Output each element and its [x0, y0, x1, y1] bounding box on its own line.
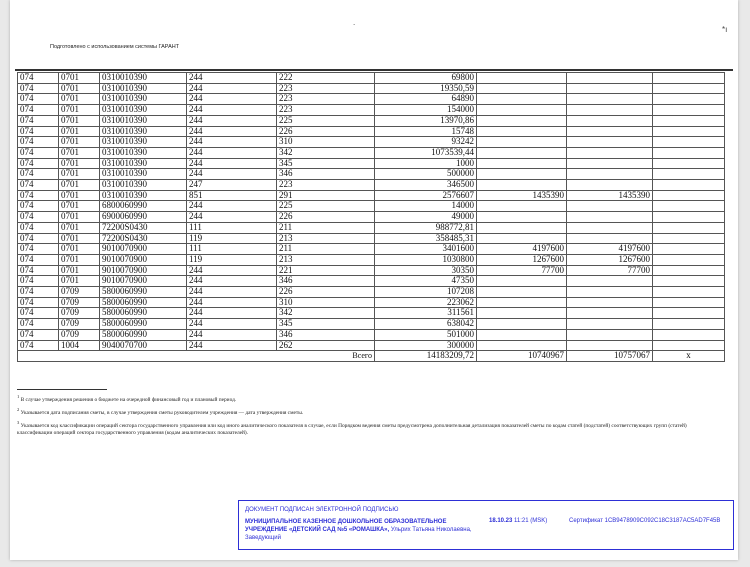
table-cell: 244: [187, 137, 277, 148]
table-cell: 0709: [59, 287, 100, 298]
table-cell: [477, 308, 567, 319]
table-cell: 0310010390: [100, 190, 187, 201]
table-row: [18, 115, 725, 126]
table-cell: [477, 340, 567, 351]
table-row: [18, 233, 725, 244]
table-cell: 0701: [59, 244, 100, 255]
table-cell: [653, 126, 725, 137]
table-cell: 0701: [59, 115, 100, 126]
table-cell: [567, 94, 653, 105]
table-row: [18, 329, 725, 340]
table-cell: 9010070900: [100, 265, 187, 276]
table-cell: 342: [277, 308, 375, 319]
table-cell: [567, 105, 653, 116]
table-cell: 074: [18, 244, 59, 255]
table-cell: 0709: [59, 297, 100, 308]
table-cell: 72200S0430: [100, 222, 187, 233]
table-cell: [567, 201, 653, 212]
table-cell: 119: [187, 254, 277, 265]
table-cell: 358485,31: [375, 233, 477, 244]
table-cell: 501000: [375, 329, 477, 340]
table-cell: 5800060990: [100, 297, 187, 308]
table-cell: 9040070700: [100, 340, 187, 351]
table-cell: 0310010390: [100, 169, 187, 180]
table-cell: [653, 265, 725, 276]
table-cell: 30350: [375, 265, 477, 276]
table-cell: [653, 169, 725, 180]
table-row: [18, 276, 725, 287]
footnote: $^2$ Указывается дата подписания сметы, в случае утверждения сметы руководителем учреждения — дата утверждения сметы.: [17, 406, 304, 416]
table-row: [18, 265, 725, 276]
table-cell: [567, 297, 653, 308]
table-cell: [477, 212, 567, 223]
table-cell: [653, 244, 725, 255]
table-cell: 074: [18, 265, 59, 276]
table-cell: 0310010390: [100, 115, 187, 126]
table-cell: 0701: [59, 169, 100, 180]
table-cell: 226: [277, 287, 375, 298]
table-cell: 074: [18, 254, 59, 265]
total-cell: 10740967: [477, 351, 567, 362]
table-cell: 77700: [477, 265, 567, 276]
table-cell: 225: [277, 115, 375, 126]
table-cell: 15748: [375, 126, 477, 137]
table-cell: [477, 105, 567, 116]
table-cell: 851: [187, 190, 277, 201]
footnote: $^1$ В случае утверждения решения о бюджете на очередной финансовый год и плановый период.: [17, 394, 237, 403]
table-row: [18, 222, 725, 233]
table-cell: 074: [18, 287, 59, 298]
table-cell: 0310010390: [100, 158, 187, 169]
table-cell: 222: [277, 73, 375, 84]
table-cell: 244: [187, 287, 277, 298]
table-cell: 310: [277, 137, 375, 148]
table-cell: 0310010390: [100, 105, 187, 116]
table-cell: 291: [277, 190, 375, 201]
table-cell: [653, 158, 725, 169]
table-cell: 9010070900: [100, 244, 187, 255]
table-cell: 107208: [375, 287, 477, 298]
table-cell: 244: [187, 94, 277, 105]
table-cell: 0701: [59, 212, 100, 223]
table-cell: [653, 147, 725, 158]
table-cell: [653, 83, 725, 94]
table-cell: 0310010390: [100, 83, 187, 94]
table-cell: 074: [18, 83, 59, 94]
table-cell: 119: [187, 233, 277, 244]
table-cell: [567, 126, 653, 137]
table-cell: 0701: [59, 276, 100, 287]
table-cell: 1267600: [567, 254, 653, 265]
table-cell: 074: [18, 169, 59, 180]
table-cell: 111: [187, 244, 277, 255]
table-cell: 211: [277, 222, 375, 233]
table-row: [18, 244, 725, 255]
table-cell: 074: [18, 126, 59, 137]
table-cell: 1004: [59, 340, 100, 351]
table-cell: 988772,81: [375, 222, 477, 233]
table-cell: [477, 115, 567, 126]
table-cell: 154000: [375, 105, 477, 116]
table-cell: [653, 297, 725, 308]
table-cell: 0701: [59, 265, 100, 276]
table-row: [18, 340, 725, 351]
table-row: [18, 319, 725, 330]
table-cell: [477, 287, 567, 298]
table-cell: [477, 222, 567, 233]
table-cell: 345: [277, 319, 375, 330]
table-cell: 1435390: [567, 190, 653, 201]
table-cell: 0701: [59, 126, 100, 137]
table-cell: 111: [187, 222, 277, 233]
table-cell: [477, 233, 567, 244]
table-cell: 074: [18, 201, 59, 212]
table-cell: 0310010390: [100, 94, 187, 105]
table-cell: 500000: [375, 169, 477, 180]
total-cell: х: [653, 351, 725, 362]
table-row: [18, 73, 725, 84]
table-cell: 5800060990: [100, 308, 187, 319]
table-cell: 345: [277, 158, 375, 169]
table-cell: [653, 180, 725, 191]
table-cell: 074: [18, 94, 59, 105]
table-cell: 074: [18, 308, 59, 319]
table-cell: 244: [187, 212, 277, 223]
signature-certificate: Сертификат 1CB9478909C092C18C3187AC5AD7F45B: [569, 518, 721, 524]
table-cell: [567, 340, 653, 351]
table-cell: 074: [18, 340, 59, 351]
table-cell: [477, 276, 567, 287]
table-cell: 074: [18, 297, 59, 308]
table-cell: 213: [277, 233, 375, 244]
table-cell: [567, 319, 653, 330]
table-cell: [653, 233, 725, 244]
table-cell: 244: [187, 169, 277, 180]
table-cell: 5800060990: [100, 319, 187, 330]
table-cell: 346: [277, 276, 375, 287]
table-cell: 074: [18, 137, 59, 148]
table-cell: 310: [277, 297, 375, 308]
table-cell: 226: [277, 126, 375, 137]
table-row: [18, 180, 725, 191]
table-cell: 0701: [59, 73, 100, 84]
table-cell: 13970,86: [375, 115, 477, 126]
table-cell: 1030800: [375, 254, 477, 265]
table-cell: 346500: [375, 180, 477, 191]
table-cell: 1267600: [477, 254, 567, 265]
table-cell: 244: [187, 105, 277, 116]
budget-table: [17, 72, 725, 362]
table-row: [18, 308, 725, 319]
table-cell: [567, 329, 653, 340]
table-cell: 244: [187, 73, 277, 84]
signature-person: Ульрих Татьяна Николаевна, Заведующий: [245, 527, 472, 541]
table-cell: 223: [277, 105, 375, 116]
table-cell: [567, 222, 653, 233]
table-cell: 074: [18, 222, 59, 233]
table-cell: 244: [187, 319, 277, 330]
table-cell: [567, 158, 653, 169]
table-cell: 244: [187, 158, 277, 169]
table-cell: 074: [18, 190, 59, 201]
table-cell: [653, 73, 725, 84]
table-cell: [653, 115, 725, 126]
table-cell: 1435390: [477, 190, 567, 201]
signature-org: МУНИЦИПАЛЬНОЕ КАЗЕННОЕ ДОШКОЛЬНОЕ ОБРАЗОВАТЕЛЬНОЕ УЧРЕЖДЕНИЕ «ДЕТСКИЙ САД №5 «РОМАШКА», Ульрих Татьяна Николаевна, Заведующий: [245, 519, 472, 541]
table-cell: 213: [277, 254, 375, 265]
table-row: [18, 201, 725, 212]
table-cell: 1073539,44: [375, 147, 477, 158]
table-cell: 300000: [375, 340, 477, 351]
table-cell: 074: [18, 180, 59, 191]
table-cell: 074: [18, 73, 59, 84]
table-cell: 074: [18, 158, 59, 169]
scan-corner-mark: *ı: [722, 25, 728, 34]
total-cell: 14183209,72: [375, 351, 477, 362]
table-cell: 223062: [375, 297, 477, 308]
table-cell: [477, 137, 567, 148]
table-cell: [653, 287, 725, 298]
table-cell: [653, 329, 725, 340]
table-row: [18, 190, 725, 201]
table-cell: [567, 180, 653, 191]
table-cell: [653, 212, 725, 223]
table-cell: [653, 137, 725, 148]
table-cell: [477, 329, 567, 340]
header-note: Подготовлено с использованием системы ГАРАНТ: [50, 44, 180, 50]
table-cell: 0701: [59, 201, 100, 212]
table-cell: 4197600: [477, 244, 567, 255]
table-cell: 211: [277, 244, 375, 255]
table-cell: 0701: [59, 147, 100, 158]
table-cell: 69800: [375, 73, 477, 84]
table-cell: [567, 276, 653, 287]
table-row: [18, 158, 725, 169]
table-cell: [567, 115, 653, 126]
table-cell: 9010070900: [100, 254, 187, 265]
table-cell: 638042: [375, 319, 477, 330]
table-cell: 0701: [59, 94, 100, 105]
footnote-rule: [17, 389, 107, 390]
table-cell: 9010070900: [100, 276, 187, 287]
table-cell: 223: [277, 83, 375, 94]
table-cell: 0701: [59, 105, 100, 116]
table-cell: 72200S0430: [100, 233, 187, 244]
document-page: [10, 0, 738, 560]
table-cell: 244: [187, 276, 277, 287]
table-cell: 0310010390: [100, 137, 187, 148]
table-cell: 77700: [567, 265, 653, 276]
table-cell: [653, 254, 725, 265]
table-cell: [477, 319, 567, 330]
signature-heading: ДОКУМЕНТ ПОДПИСАН ЭЛЕКТРОННОЙ ПОДПИСЬЮ: [245, 507, 399, 513]
table-cell: 0701: [59, 254, 100, 265]
table-cell: 93242: [375, 137, 477, 148]
table-cell: 074: [18, 212, 59, 223]
table-cell: [653, 276, 725, 287]
table-cell: 6900060990: [100, 212, 187, 223]
table-top-rule: [15, 69, 733, 71]
table-row: [18, 94, 725, 105]
table-cell: 0709: [59, 319, 100, 330]
table-row: [18, 169, 725, 180]
table-cell: 14000: [375, 201, 477, 212]
table-cell: [567, 73, 653, 84]
table-cell: 64890: [375, 94, 477, 105]
table-cell: 5800060990: [100, 329, 187, 340]
table-cell: 1000: [375, 158, 477, 169]
total-label: Всего: [18, 351, 375, 362]
table-cell: 6800060990: [100, 201, 187, 212]
table-cell: 221: [277, 265, 375, 276]
table-cell: 244: [187, 297, 277, 308]
table-cell: [567, 83, 653, 94]
footnote: $^3$ Указывается код классификации операций сектора государственного управления или код иного аналитического показателя в случае, если Порядком ведения сметы предусмотрена дополнительная детализация показателей сметы по кодам статей (подстатей) соответствующих групп (статей) классификации операций сектора государственного управления (кодам аналитических показателей).: [17, 419, 687, 437]
table-cell: [653, 201, 725, 212]
table-cell: 49000: [375, 212, 477, 223]
table-cell: [567, 308, 653, 319]
table-cell: 244: [187, 308, 277, 319]
table-cell: [653, 190, 725, 201]
table-cell: 074: [18, 276, 59, 287]
table-cell: 074: [18, 233, 59, 244]
table-cell: 223: [277, 94, 375, 105]
table-cell: 0701: [59, 190, 100, 201]
table-cell: 0310010390: [100, 180, 187, 191]
table-cell: 247: [187, 180, 277, 191]
table-cell: 0701: [59, 83, 100, 94]
table-cell: 074: [18, 105, 59, 116]
table-cell: [477, 180, 567, 191]
table-cell: [477, 297, 567, 308]
table-cell: 225: [277, 201, 375, 212]
table-cell: 0709: [59, 329, 100, 340]
table-cell: 244: [187, 340, 277, 351]
table-cell: 0701: [59, 158, 100, 169]
table-cell: [653, 340, 725, 351]
table-cell: [477, 147, 567, 158]
table-row: [18, 83, 725, 94]
table-cell: [653, 308, 725, 319]
scan-dot: .: [353, 18, 356, 27]
table-cell: [653, 222, 725, 233]
table-cell: 244: [187, 126, 277, 137]
table-cell: 244: [187, 147, 277, 158]
table-cell: 244: [187, 265, 277, 276]
table-row: [18, 137, 725, 148]
table-row: [18, 287, 725, 298]
table-cell: [477, 158, 567, 169]
table-cell: 2576607: [375, 190, 477, 201]
table-cell: [477, 169, 567, 180]
table-cell: 3401600: [375, 244, 477, 255]
footnotes: [17, 393, 722, 439]
table-cell: [567, 233, 653, 244]
table-cell: 0709: [59, 308, 100, 319]
table-cell: 342: [277, 147, 375, 158]
table-cell: 311561: [375, 308, 477, 319]
table-cell: 0701: [59, 222, 100, 233]
signature-date: 18.10.23 11:21 (MSK): [489, 518, 548, 524]
table-cell: 226: [277, 212, 375, 223]
table-cell: [653, 94, 725, 105]
table-cell: 223: [277, 180, 375, 191]
table-cell: [567, 169, 653, 180]
table-cell: 0310010390: [100, 147, 187, 158]
table-cell: 244: [187, 115, 277, 126]
table-cell: 346: [277, 169, 375, 180]
table-cell: [567, 147, 653, 158]
table-cell: 0310010390: [100, 126, 187, 137]
table-cell: 0701: [59, 137, 100, 148]
table-cell: 0701: [59, 233, 100, 244]
table-cell: 0310010390: [100, 73, 187, 84]
table-cell: 47350: [375, 276, 477, 287]
table-row: [18, 147, 725, 158]
table-cell: 4197600: [567, 244, 653, 255]
electronic-signature-stamp: [238, 500, 734, 550]
table-cell: 074: [18, 319, 59, 330]
table-cell: [477, 83, 567, 94]
table-cell: 244: [187, 329, 277, 340]
table-row: [18, 212, 725, 223]
table-cell: 19350,59: [375, 83, 477, 94]
table-cell: [653, 105, 725, 116]
table-cell: 5800060990: [100, 287, 187, 298]
table-cell: [477, 73, 567, 84]
table-row: [18, 297, 725, 308]
table-row: [18, 105, 725, 116]
table-cell: [477, 126, 567, 137]
table-cell: 346: [277, 329, 375, 340]
table-cell: [653, 319, 725, 330]
table-cell: [477, 94, 567, 105]
table-row: [18, 254, 725, 265]
table-cell: 074: [18, 147, 59, 158]
table-cell: [567, 212, 653, 223]
table-row: [18, 126, 725, 137]
table-cell: 074: [18, 115, 59, 126]
table-cell: [477, 201, 567, 212]
total-cell: 10757067: [567, 351, 653, 362]
table-cell: 244: [187, 201, 277, 212]
table-cell: 262: [277, 340, 375, 351]
table-cell: 0701: [59, 180, 100, 191]
total-row: [18, 351, 725, 362]
table-cell: [567, 287, 653, 298]
table-cell: 244: [187, 83, 277, 94]
table-cell: 074: [18, 329, 59, 340]
table-cell: [567, 137, 653, 148]
